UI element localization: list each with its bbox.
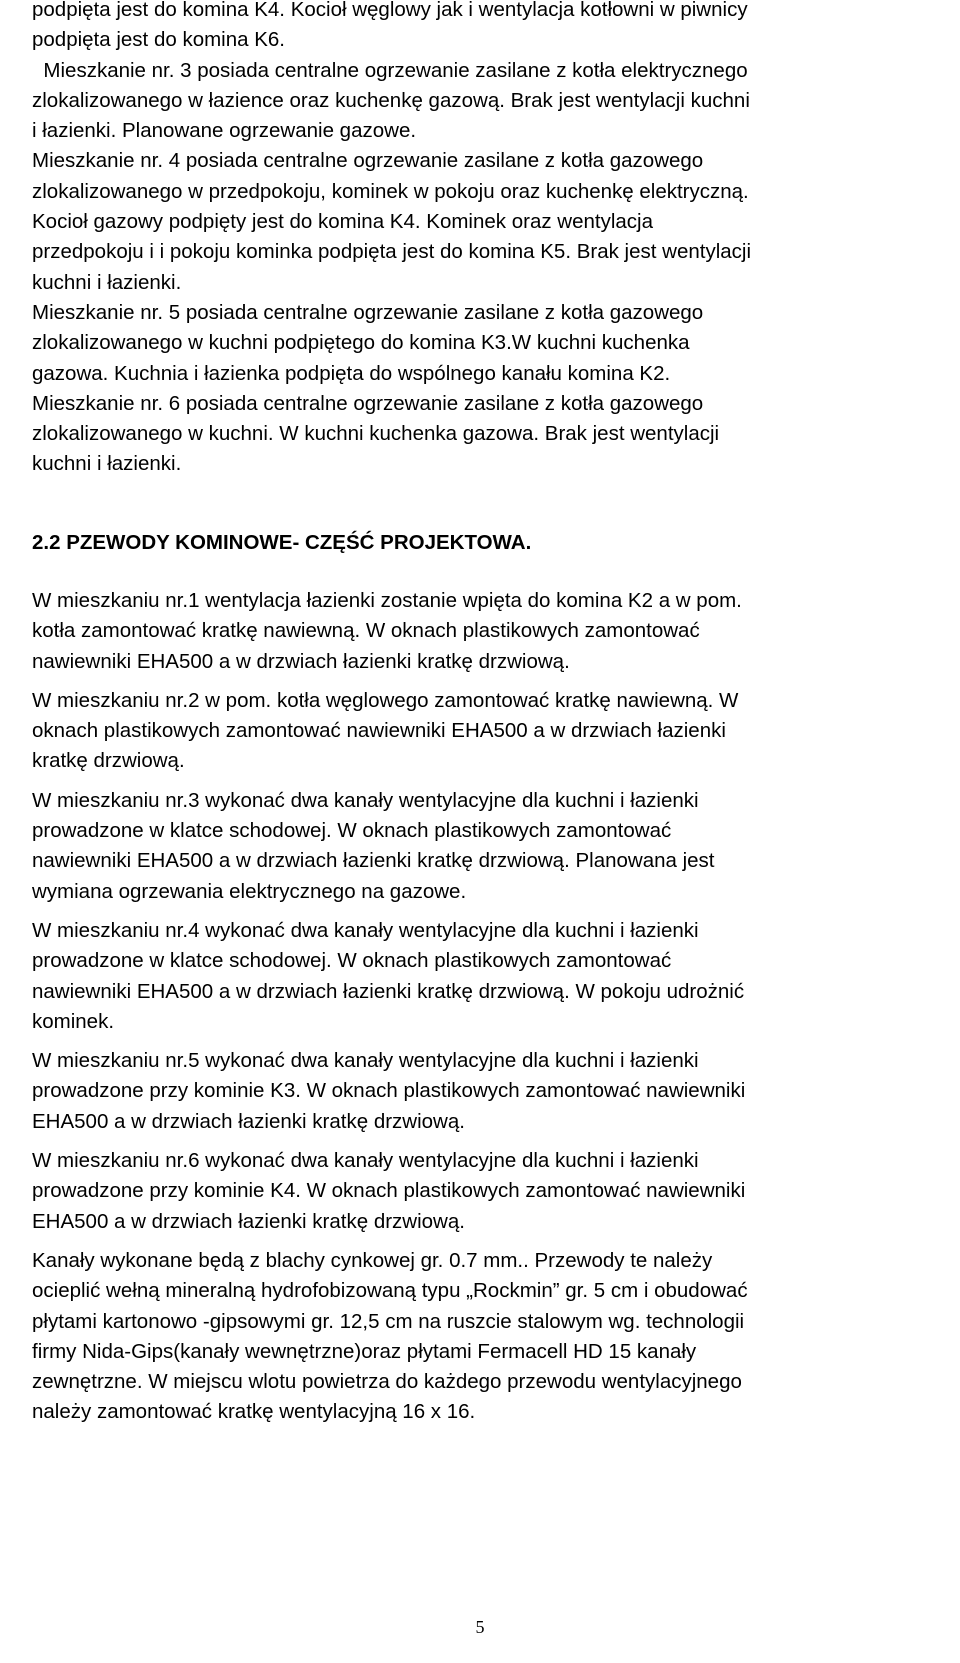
project-section (32, 586, 942, 1437)
paragraph-apartment-4: Mieszkanie nr. 4 posiada centralne ogrzewanie zasilane z kotła gazowego zlokalizowanego w przedpokoju, kominek w pokoju oraz kuchenkę elektryczną. Kocioł gazowy podpięty jest do komina K4. Kominek oraz wentylacja przedpokoju i i pokoju kominka podpięta jest do komina K5. Brak jest wentylacji kuchni i łazienki. (32, 149, 752, 294)
paragraph-project-apartment-1: W mieszkaniu nr.1 wentylacja łazienki zostanie wpięta do komina K2 a w pom. kotła zamontować kratkę nawiewną. W oknach plastikowych zamontować nawiewniki EHA500 a w drzwiach łazienki kratkę drzwiową. (32, 589, 742, 673)
paragraph-apartment-3: Mieszkanie nr. 3 posiada centralne ogrzewanie zasilane z kotła elektrycznego zlokalizowanego w łazience oraz kuchenkę gazową. Brak jest wentylacji kuchni i łazienki. Planowane ogrzewanie gazowe. (32, 58, 750, 143)
paragraph-apartment-2-end: podpięta jest do komina K4. Kocioł węglowy jak i wentylacja kotłowni w piwnicy podpięta jest do komina K6. (32, 0, 748, 52)
paragraph-project-apartment-5: W mieszkaniu nr.5 wykonać dwa kanały wentylacyjne dla kuchni i łazienki prowadzone przy kominie K3. W oknach plastikowych zamontować nawiewniki EHA500 a w drzwiach łazienki kratkę drzwiową. (32, 1049, 746, 1133)
apartment-descriptions (32, 0, 942, 480)
paragraph-apartment-6: Mieszkanie nr. 6 posiada centralne ogrzewanie zasilane z kotła gazowego zlokalizowanego w kuchni. W kuchni kuchenka gazowa. Brak jest wentylacji kuchni i łazienki. (32, 391, 720, 476)
section-heading: 2.2 PZEWODY KOMINOWE- CZĘŚĆ PROJEKTOWA. (32, 531, 532, 554)
paragraph-ducts-specification: Kanały wykonane będą z blachy cynkowej gr. 0.7 mm.. Przewody te należy ocieplić wełną mineralną hydrofobizowaną typu „Rockmin” gr. 5 cm i obudować płytami kartonowo -gipsowymi gr. 12,5 cm na ruszcie stalowym wg. technologii firmy Nida-Gips(kanały wewnętrzne)oraz płytami Fermacell HD 15 kanały zewnętrzne. W miejscu wlotu powietrza do każdego przewodu wentylacyjnego należy zamontować kratkę wentylacyjną 16 x 16. (32, 1248, 748, 1424)
page-number: 5 (475, 1617, 485, 1637)
paragraph-project-apartment-4: W mieszkaniu nr.4 wykonać dwa kanały wentylacyjne dla kuchni i łazienki prowadzone w klatce schodowej. W oknach plastikowych zamontować nawiewniki EHA500 a w drzwiach łazienki kratkę drzwiową. W pokoju udrożnić kominek. (32, 918, 745, 1033)
paragraph-project-apartment-3: W mieszkaniu nr.3 wykonać dwa kanały wentylacyjne dla kuchni i łazienki prowadzone w klatce schodowej. W oknach plastikowych zamontować nawiewniki EHA500 a w drzwiach łazienki kratkę drzwiową. Planowana jest wymiana ogrzewania elektrycznego na gazowe. (32, 788, 715, 903)
paragraph-project-apartment-6: W mieszkaniu nr.6 wykonać dwa kanały wentylacyjne dla kuchni i łazienki prowadzone przy kominie K4. W oknach plastikowych zamontować nawiewniki EHA500 a w drzwiach łazienki kratkę drzwiową. (32, 1149, 746, 1233)
paragraph-project-apartment-2: W mieszkaniu nr.2 w pom. kotła węglowego zamontować kratkę nawiewną. W oknach plastikowych zamontować nawiewniki EHA500 a w drzwiach łazienki kratkę drzwiową. (32, 688, 739, 773)
paragraph-apartment-5: Mieszkanie nr. 5 posiada centralne ogrzewanie zasilane z kotła gazowego zlokalizowanego w kuchni podpiętego do komina K3.W kuchni kuchenka gazowa. Kuchnia i łazienka podpięta do wspólnego kanału komina K2. (32, 300, 704, 385)
